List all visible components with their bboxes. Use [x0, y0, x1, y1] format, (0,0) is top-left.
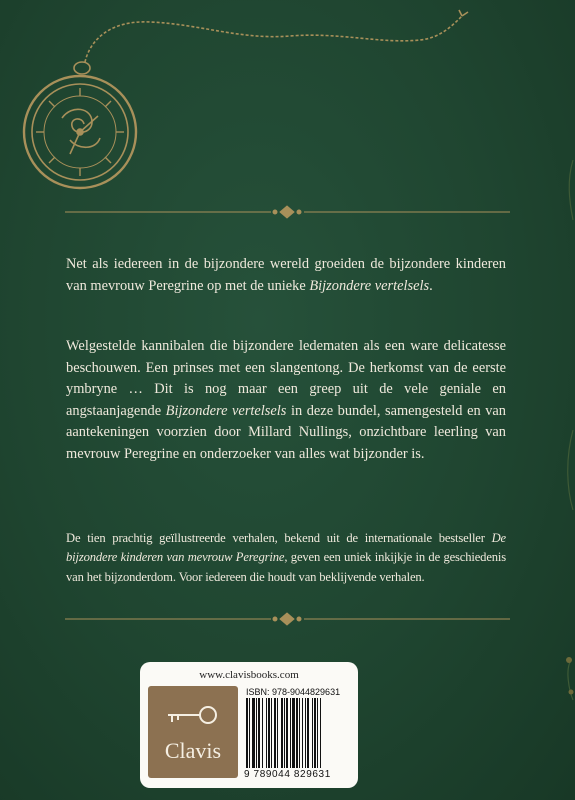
barcode-bar — [302, 698, 303, 768]
barcode-bar — [286, 698, 288, 768]
barcode-bar — [277, 698, 278, 768]
barcode-bar — [284, 698, 285, 768]
barcode-bar — [292, 698, 295, 768]
barcode-bar — [317, 698, 318, 768]
barcode-bar — [296, 698, 298, 768]
publisher-name: Clavis — [164, 738, 222, 763]
publisher-logo — [148, 686, 238, 778]
barcode-bar — [274, 698, 276, 768]
ean-number: 9 789044 829631 — [244, 769, 331, 780]
barcode-panel — [140, 662, 358, 788]
edge-ornament — [555, 100, 575, 740]
barcode-bar — [246, 698, 248, 768]
barcode-bar — [258, 698, 260, 768]
key-icon — [166, 700, 220, 730]
barcode-bar — [290, 698, 291, 768]
barcode-bar — [268, 698, 270, 768]
ornamental-divider-bottom — [65, 612, 510, 626]
closing-paragraph: De tien prachtig geïllustreerde verhalen, bekend uit de internationale bestseller De bijzondere kinderen van mevrouw Peregrine, geven een uniek inkijkje in de geschiedenis van het bijzonderdom. Voor iedereen die houdt van beklijvende verhalen. — [66, 530, 507, 585]
barcode-bar — [262, 698, 263, 768]
barcode-bar — [312, 698, 313, 768]
intro-paragraph: Net als iedereen in de bijzondere wereld groeiden de bijzondere kinderen van mevrouw Peregrine op met de unieke Bijzondere vertelsels. — [66, 256, 506, 294]
barcode-bar — [320, 698, 321, 768]
barcode-bar — [307, 698, 309, 768]
description-paragraph: Welgestelde kannibalen die bijzondere ledematen als een ware delicatesse beschouwen. Een prinses met een slangentong. De herkomst van de eerste ymbryne … Dit is nog maar een greep uit de vele geniale en angstaanjagende Bijzondere vertelsels in deze bundel, samengesteld en van aantekeningen voorzien door Millard Nullings, onzichtbare leerling van mevrouw Peregrine en onderzoeker van alles wat bijzonder is. — [66, 338, 506, 462]
barcode-bars — [246, 698, 350, 768]
barcode-bar — [314, 698, 316, 768]
barcode-bar — [271, 698, 272, 768]
barcode-bar — [305, 698, 306, 768]
barcode-bar — [299, 698, 300, 768]
barcode-bar — [249, 698, 250, 768]
barcode-bar — [266, 698, 267, 768]
barcode-bar — [252, 698, 255, 768]
publisher-url[interactable]: www.clavisbooks.com — [199, 669, 299, 681]
ornamental-divider-top — [65, 205, 510, 219]
barcode-bar — [256, 698, 257, 768]
isbn-label: ISBN: 978-9044829631 — [246, 687, 341, 697]
pocket-watch-illustration — [0, 0, 575, 210]
barcode-bar — [281, 698, 283, 768]
